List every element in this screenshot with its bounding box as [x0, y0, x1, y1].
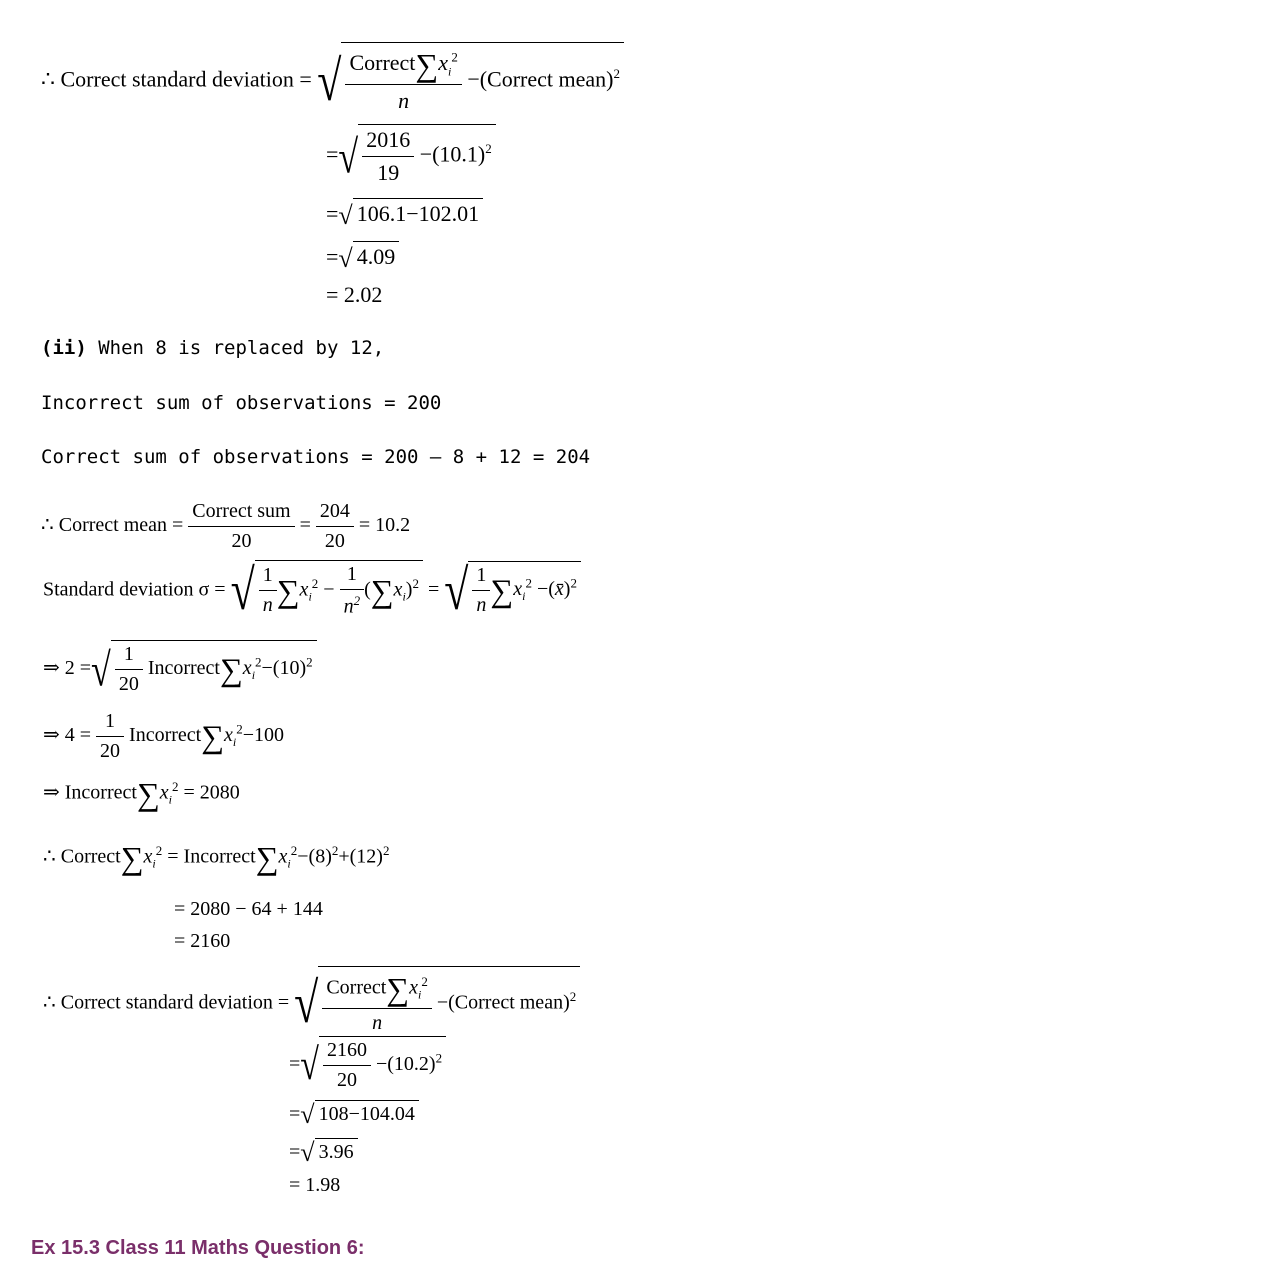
incorrect-sum: Incorrect sum of observations = 200: [41, 392, 442, 414]
calc-line-1: = 2080 − 64 + 144: [174, 898, 323, 920]
correct-sd-formula-2: ∴ Correct standard deviation = √ $\frac{Correct\sum x_i^2}{n}$ −(Correct mean)$^2$: [43, 966, 580, 1035]
correct-mean: ∴ Correct mean = $\frac{\text{Correct sum}}{20}$ = $\frac{204}{20}$ = 10.2: [41, 500, 411, 552]
implies-1: ⇒ 2 =√ $\frac{1}{20}$ $Incorrect\sum x_i^2-(10)^2$: [43, 640, 317, 696]
part-ii-intro: (ii) When 8 is replaced by 12,: [41, 337, 385, 359]
sd2-step-1: =√ $\frac{2160}{20}$ $-(10.2)^2$: [289, 1036, 446, 1092]
sd-general-formula: Standard deviation σ = √ $\frac{1}{n}$ $\sum x_i^2$ − $\frac{1}{n^2}$ $(\sum x_i)^2$ = √ $\frac{1}{n}$ $\sum x_i^2$ −(x̄)$^2$: [43, 560, 581, 619]
sd-step-1: =√ $\frac{2016}{19}$ $-(10.1)^2$: [326, 124, 496, 186]
correct-sum: Correct sum of observations = 200 – 8 + 12 = 204: [41, 446, 591, 468]
sd-step-3: =√ 4.09: [326, 241, 399, 272]
sd2-step-3: =√ 3.96: [289, 1138, 358, 1166]
sd-result: = 2.02: [326, 282, 383, 307]
calc-line-2: = 2160: [174, 930, 231, 952]
sd2-result: = 1.98: [289, 1174, 341, 1196]
implies-3: ⇒ $Incorrect\sum x_i^2 = 2080$: [43, 776, 240, 812]
correct-sd-formula: ∴ Correct standard deviation = √ $\frac{Correct\sum x_i^2}{n}$ −(Correct mean)$^2$: [41, 42, 624, 114]
sd2-step-2: =√ 108−104.04: [289, 1100, 419, 1128]
sd-step-2: =√ 106.1−102.01: [326, 198, 483, 229]
implies-2: ⇒ 4 = $\frac{1}{20}$ $Incorrect\sum x_i^2-100$: [43, 710, 285, 762]
next-question-heading[interactable]: Ex 15.3 Class 11 Maths Question 6:: [31, 1237, 365, 1259]
correct-sum-squares: ∴ $Correct\sum x_i^2$ = $Incorrect\sum x_i^2-(8)^2+(12)^2$: [43, 840, 390, 876]
